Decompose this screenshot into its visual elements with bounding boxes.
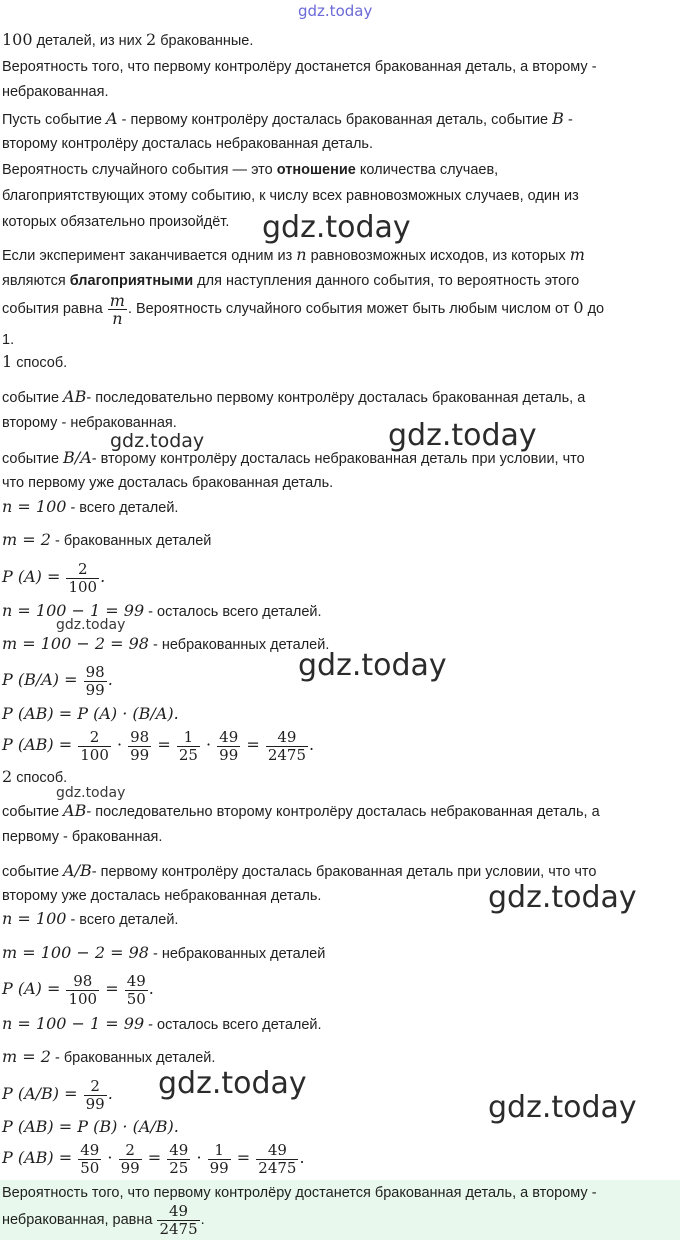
event-definition: второму - небракованная. bbox=[2, 415, 177, 431]
theory-line: 1. bbox=[2, 332, 15, 348]
math: AB bbox=[63, 387, 87, 406]
math: n = 100 bbox=[2, 909, 67, 928]
answer-line: небракованная, равна $\frac{49}{2475}$ . bbox=[2, 1201, 205, 1238]
math: P (AB) = bbox=[2, 735, 78, 754]
denominator: 2475 bbox=[159, 1219, 198, 1238]
fraction bbox=[66, 973, 99, 1008]
math: m = 2 bbox=[2, 1047, 51, 1066]
text: - небракованных деталей. bbox=[148, 637, 330, 653]
method-heading bbox=[2, 352, 67, 373]
math: 2 bbox=[146, 30, 157, 49]
question-line: Вероятность того, что первому контролёру достанется бракованная деталь, а второму - bbox=[2, 59, 597, 75]
text: - последовательно второму контролёру досталась небракованная деталь, а bbox=[86, 804, 600, 820]
text: - бракованных деталей. bbox=[50, 1050, 216, 1066]
text: - второму контролёру досталась небракованная деталь при условии, что bbox=[91, 451, 585, 467]
equation-line bbox=[2, 557, 105, 598]
event-definition: первому - бракованная. bbox=[2, 829, 163, 845]
text: событие bbox=[2, 390, 64, 406]
denominator: 2475 bbox=[267, 745, 307, 764]
text: событие bbox=[2, 804, 64, 820]
fraction bbox=[108, 292, 127, 327]
math: P (B/A) = bbox=[2, 670, 83, 689]
event-definition bbox=[2, 387, 585, 408]
answer-line: Вероятность того, что первому контролёру достанется бракованная деталь, а второму - bbox=[2, 1185, 597, 1201]
theory-line bbox=[2, 290, 604, 327]
equation-line: P (AB) = $\frac{49}{50}$ · $\frac{2}{99}$ = $\frac{49}{25}$ · $\frac{1}{99}$ = $\frac{49}{2475}$ . bbox=[2, 1140, 305, 1177]
equation-line bbox=[2, 497, 178, 518]
equation-line bbox=[2, 530, 211, 551]
event-definition bbox=[2, 448, 585, 469]
math: . bbox=[107, 1084, 113, 1103]
numerator: 98 bbox=[85, 662, 105, 681]
numerator: 49 bbox=[80, 1140, 100, 1159]
fraction bbox=[125, 973, 148, 1008]
equation-line: P (AB) = P (B) · (A/B). bbox=[2, 1117, 179, 1136]
fraction bbox=[119, 1142, 142, 1177]
numerator: 49 bbox=[126, 971, 146, 990]
header-watermark: gdz.today bbox=[298, 2, 373, 20]
fraction bbox=[177, 729, 200, 764]
watermark: gdz.today bbox=[56, 617, 126, 633]
text: деталей, из них bbox=[32, 33, 147, 49]
event-definition: что первому уже досталась бракованная деталь. bbox=[2, 475, 334, 491]
fraction bbox=[78, 1142, 101, 1177]
fraction bbox=[84, 1078, 107, 1113]
watermark: gdz.today bbox=[158, 1066, 307, 1101]
equation-line bbox=[2, 1047, 215, 1068]
theory-line: которых обязательно произойдёт. bbox=[2, 214, 230, 230]
method-heading bbox=[2, 767, 67, 788]
math: m = 100 − 2 = 98 bbox=[2, 634, 149, 653]
watermark: gdz.today bbox=[488, 880, 637, 915]
text: способ. bbox=[12, 770, 68, 786]
text: события равна bbox=[2, 301, 107, 317]
text: - первому контролёру досталась бракованная деталь при условии, что что bbox=[91, 864, 597, 880]
numerator: 49 bbox=[277, 727, 297, 746]
text: до bbox=[583, 301, 605, 317]
numerator: 49 bbox=[169, 1140, 189, 1159]
theory-line bbox=[2, 160, 498, 180]
equation-line bbox=[2, 660, 113, 701]
watermark: gdz.today bbox=[298, 648, 447, 683]
math: . bbox=[100, 567, 106, 586]
denominator: 2475 bbox=[258, 1158, 297, 1177]
denominator: 99 bbox=[85, 680, 105, 699]
denominator: 99 bbox=[130, 745, 150, 764]
numerator: 2 bbox=[90, 1076, 100, 1095]
event-definition bbox=[2, 109, 573, 130]
text: - первому контролёру досталась бракованная деталь, событие bbox=[117, 112, 553, 128]
math: 0 bbox=[573, 298, 584, 317]
theory-line: благоприятствующих этому событию, к числу всех равновозможных случаев, один из bbox=[2, 188, 579, 204]
denominator: 99 bbox=[120, 1158, 140, 1177]
theory-line bbox=[2, 245, 585, 266]
math: . bbox=[107, 670, 113, 689]
text: равновозможных исходов, из которых bbox=[306, 248, 570, 264]
denominator: 100 bbox=[68, 577, 98, 596]
numerator: 1 bbox=[183, 727, 194, 746]
math: 2 bbox=[2, 767, 13, 786]
numerator: 49 bbox=[219, 727, 239, 746]
text: для наступления данного события, то вероятность этого bbox=[193, 273, 580, 289]
text: - осталось всего деталей. bbox=[144, 604, 322, 620]
denominator: 99 bbox=[209, 1158, 229, 1177]
watermark: gdz.today bbox=[56, 785, 126, 801]
equation-line bbox=[2, 634, 329, 655]
math: P (A) = bbox=[2, 567, 66, 586]
text: Если эксперимент заканчивается одним из bbox=[2, 248, 297, 264]
denominator: 50 bbox=[80, 1158, 100, 1177]
math: B/A bbox=[63, 448, 92, 467]
equation-line: P (AB) = P (A) · (B/A). bbox=[2, 704, 179, 723]
numerator: 2 bbox=[89, 727, 100, 746]
text: - небракованных деталей bbox=[148, 946, 326, 962]
numerator: m bbox=[109, 290, 125, 310]
numerator: 1 bbox=[214, 1140, 224, 1159]
denominator: 50 bbox=[126, 989, 146, 1008]
text: Пусть событие bbox=[2, 112, 107, 128]
fraction bbox=[167, 1142, 190, 1177]
math: A bbox=[106, 109, 118, 128]
math: n = 100 − 1 = 99 bbox=[2, 601, 145, 620]
math: 1 bbox=[2, 352, 13, 371]
math: m = 2 bbox=[2, 530, 51, 549]
numerator: 49 bbox=[169, 1201, 189, 1220]
denominator: n bbox=[108, 309, 127, 327]
denominator: 99 bbox=[85, 1094, 105, 1113]
numerator: 2 bbox=[125, 1140, 135, 1159]
text: - всего деталей. bbox=[66, 912, 179, 928]
fraction bbox=[208, 1142, 231, 1177]
event-definition bbox=[2, 861, 596, 882]
event-definition: второму контролёру досталась небракованная деталь. bbox=[2, 136, 373, 152]
text: . Вероятность случайного события может быть любым числом от bbox=[127, 301, 574, 317]
equation-line: P (A) = $\frac{98}{100}$ = $\frac{49}{50}$ . bbox=[2, 971, 154, 1008]
equation-line bbox=[2, 1074, 113, 1115]
text: - последовательно первому контролёру досталась бракованная деталь, а bbox=[86, 390, 586, 406]
watermark: gdz.today bbox=[110, 430, 205, 452]
watermark: gdz.today bbox=[388, 418, 537, 453]
text: являются bbox=[2, 273, 70, 289]
equation-line bbox=[2, 943, 325, 964]
event-definition bbox=[2, 801, 600, 822]
watermark: gdz.today bbox=[488, 1090, 637, 1125]
bold-text: отношение bbox=[276, 162, 356, 178]
math: P (A) = bbox=[2, 979, 66, 998]
given-line bbox=[2, 30, 253, 51]
text: событие bbox=[2, 451, 64, 467]
denominator: 100 bbox=[80, 745, 109, 764]
fraction bbox=[66, 561, 99, 596]
math: P (A/B) = bbox=[2, 1084, 83, 1103]
math: B bbox=[552, 109, 564, 128]
question-line: небракованная. bbox=[2, 84, 109, 100]
text: бракованные. bbox=[156, 33, 254, 49]
fraction bbox=[128, 729, 151, 764]
math: n bbox=[296, 245, 307, 264]
denominator: 25 bbox=[169, 1158, 189, 1177]
math: AB bbox=[63, 801, 87, 820]
numerator: 98 bbox=[73, 971, 93, 990]
equation-line bbox=[2, 601, 322, 622]
numerator: 49 bbox=[267, 1140, 287, 1159]
text: - бракованных деталей bbox=[50, 533, 212, 549]
equation-line bbox=[2, 909, 178, 930]
equation-line bbox=[2, 1014, 322, 1035]
denominator: 25 bbox=[178, 745, 198, 764]
denominator: 100 bbox=[68, 989, 98, 1008]
text: событие bbox=[2, 864, 64, 880]
equation-line: P (AB) = $\frac{2}{100}$ · $\frac{98}{99}$ = $\frac{1}{25}$ · $\frac{49}{99}$ = $\frac{49}{2475}$ . bbox=[2, 727, 315, 764]
watermark: gdz.today bbox=[262, 210, 411, 245]
fraction bbox=[78, 729, 111, 764]
text: способ. bbox=[12, 355, 68, 371]
fraction bbox=[266, 729, 308, 764]
fraction bbox=[217, 729, 240, 764]
text: небракованная, равна bbox=[2, 1212, 157, 1228]
text: - bbox=[563, 112, 573, 128]
fraction bbox=[84, 664, 107, 699]
math: 100 bbox=[2, 30, 33, 49]
bold-text: благоприятными bbox=[69, 273, 194, 289]
text: - осталось всего деталей. bbox=[144, 1017, 322, 1033]
denominator: 99 bbox=[219, 745, 239, 764]
math: m bbox=[569, 245, 585, 264]
text: - всего деталей. bbox=[66, 500, 179, 516]
fraction bbox=[256, 1142, 298, 1177]
math: n = 100 bbox=[2, 497, 67, 516]
fraction bbox=[157, 1203, 199, 1238]
text: Вероятность случайного события — это bbox=[2, 162, 277, 178]
event-definition: второму уже досталась небракованная деталь. bbox=[2, 888, 322, 904]
text: количества случаев, bbox=[355, 162, 499, 178]
math: P (AB) = bbox=[2, 1148, 78, 1167]
numerator: 98 bbox=[130, 727, 150, 746]
theory-line bbox=[2, 271, 579, 291]
math: n = 100 − 1 = 99 bbox=[2, 1014, 145, 1033]
math: A/B bbox=[63, 861, 92, 880]
numerator: 2 bbox=[78, 559, 88, 578]
math: m = 100 − 2 = 98 bbox=[2, 943, 149, 962]
